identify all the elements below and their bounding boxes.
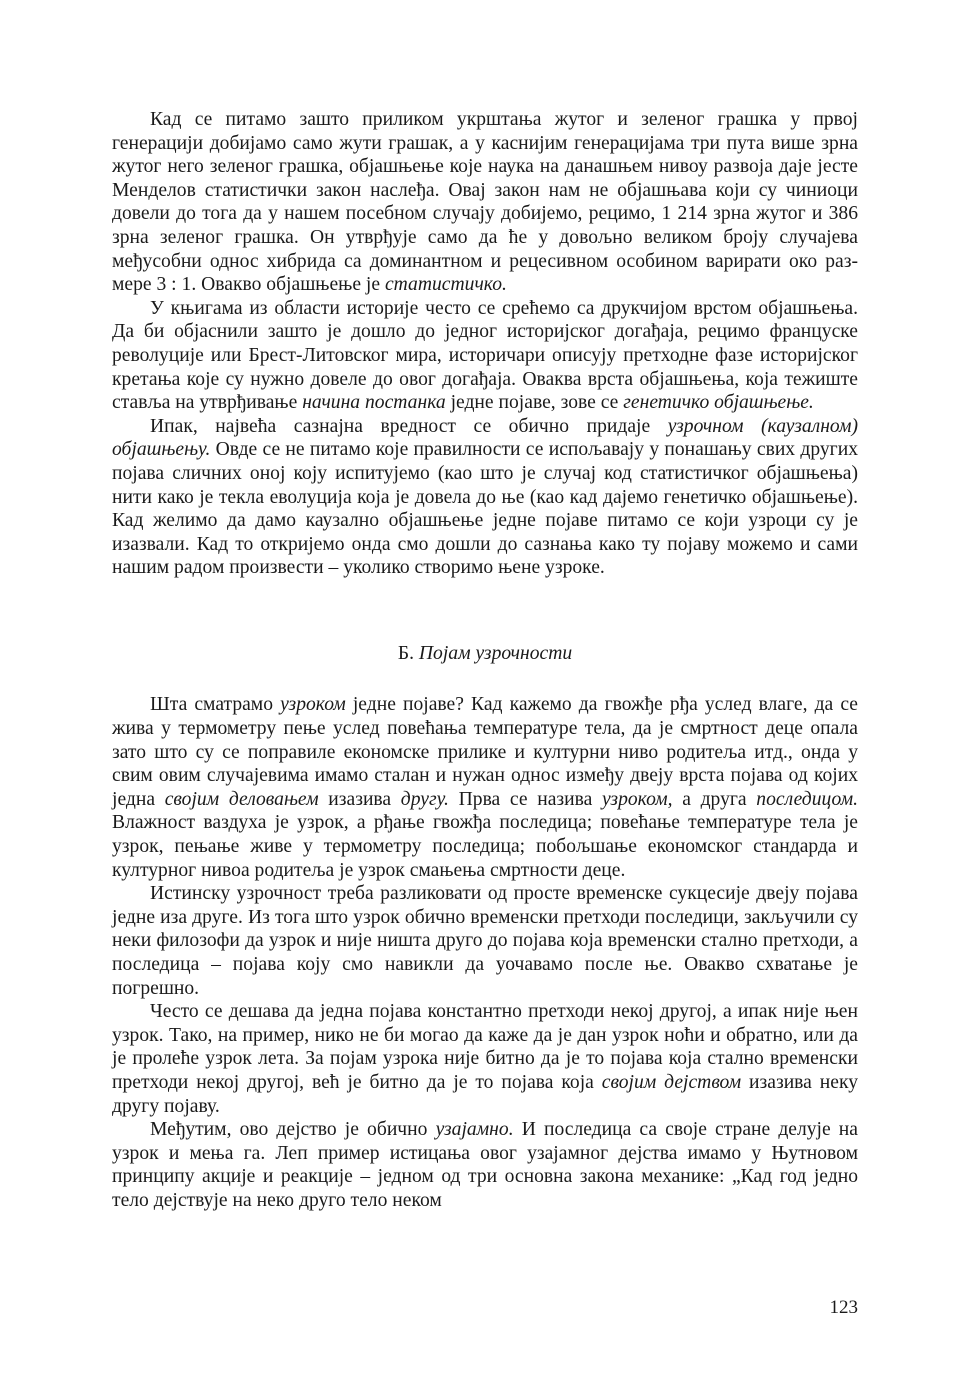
section-heading [112,642,858,666]
emphasized-text: другу. [400,788,449,810]
emphasized-text: својим деловањем [164,788,319,810]
emphasized-text: узроком, [601,788,673,810]
section-heading-prefix: Б. [397,642,419,664]
paragraph-mutual-action [112,1118,858,1212]
page-number: 123 [829,1297,858,1318]
paragraph-text: Често се дешава да једна појава константно претходи некој другој, а ипак није њен узрок. Тако, на пример, нико не би могао да каже да је дан узрок ноћи и обратно, или да је пролеће узрок лета. За појам узрока није битно да је то појава која стално временски претходи некој другој, већ је битно да је то појава која [112,1001,858,1093]
paragraph-temporal-succession [112,882,858,1000]
emphasized-text: последицом. [756,788,859,810]
paragraph-text: једне појаве, зове се [445,392,624,414]
paragraph-text: Влажност ваздуха је узрок, а рђање гвожђа последица; повећање температуре тела је узрок, пењање живе у термометру последица; побољшање економског стандарда и културног нивоа родитеља је узрок смањења смртности деце. [112,812,858,881]
paragraph-constant-precedence [112,1000,858,1118]
paragraph-text: једне појаве? Кад кажемо да гвожђе рђа услед влаге, да се жива у термометру пење услед повећања температуре тела, да је смртност деце опала зато што су се поправиле економске прилике и културни ниво родитеља итд., онда у свим овим случајевима имамо сталан и нужан однос између двеју врста појава од којих једна [112,694,858,810]
paragraph-causal-explanation [112,415,858,580]
paragraph-text: У књигама из области историје често се срећемо са друкчијом врстом објашњења. Да би објаснили зашто је дошло до једног историјског догађаја, рецимо француске револуције или Брест-Литовског мира, историчари описују претходне фазе историјског кретања које су нужно довеле до овог догађаја. Оваква врста објашњења, која тежиште ставља на утврђивање [112,297,858,414]
page-body [112,108,858,1213]
emphasized-text: узајамно. [435,1119,514,1141]
emphasized-text: узроком [280,694,346,716]
paragraph-text: Истинску узрочност треба разликовати од просте временске сукцесије двеју појава једне иза друге. Из тога што узрок обично временски претходи последици, закључили су неки филозофи да узрок и није ништа друго до појава која временски стално претходи, а последица – појава коју смо навикли да уочавамо после ње. Овакво схватање је погрешно. [112,883,858,999]
paragraph-cause-definition [112,693,858,882]
emphasized-text: генетичко објашњење. [623,392,814,414]
emphasized-text: начина постанка [302,392,446,414]
paragraph-text: Међутим, ово дејство је обично [150,1119,436,1141]
emphasized-text: својим дејством [601,1071,742,1093]
emphasized-text: узрочном (каузалном) објашњењу. [112,415,858,461]
emphasized-text: статистичко. [384,274,507,296]
paragraph-text: Прва се назива [448,788,602,810]
paragraph-text: Шта сматрамо [150,694,281,716]
paragraph-text: Кад се питамо зашто приликом укрштања жутог и зеленог грашка у првој генерацији добијамо само жути грашак, а у каснијим генерацијама три пута више зрна жутог него зеленог грашка, објашњење које наука на данашњем нивоу развоја даје јесте Менделов статистички закон наслеђа. Овај закон нам не објашњава који су чиниоци довели до тога да у нашем посебном случају добијемо, рецимо, 1 214 зрна жутог и 386 зрна зеленог грашка. Он утврђује само да ће у довољно великом броју случајева међусобни однос хибрида са доминантном и рецесивном особином варирати око размере 3 : 1. Овакво објашњење је [112,109,858,296]
paragraph-text: Ипак, највећа сазнајна вредност се обично придаје [150,415,668,437]
section-heading-title: Појам узрочности [418,642,573,664]
paragraph-statistical-explanation [112,108,858,297]
paragraph-text: изазива неку другу појаву. [112,1071,859,1117]
paragraph-text: изазива [318,788,401,810]
paragraph-text: И последица са своје стране делује на узрок и мења га. Леп пример истицања овог узајамног дејства имамо у Њутновом принципу акције и реакције – једном од три основна закона механике: „Кад год једно тело дејствује на неко друго тело неком [112,1119,858,1211]
paragraph-text: а друга [672,788,757,810]
paragraph-text: Овде се не питамо које правилности се испољавају у понашању свих других појава сличних оној коју испитујемо (као што је случај код статистичког објашњења) нити како је текла еволуција која је довела до ње (као кад дајемо генетичко објашњење). Кад желимо да дамо каузално објашњење једне појаве питамо се који узроци су је изазвали. Кад то откријемо онда смо дошли до сазнања како ту појаву можемо и сами нашим радом произвести – уколико створимо њене узроке. [112,439,858,579]
paragraph-genetic-explanation [112,297,858,415]
